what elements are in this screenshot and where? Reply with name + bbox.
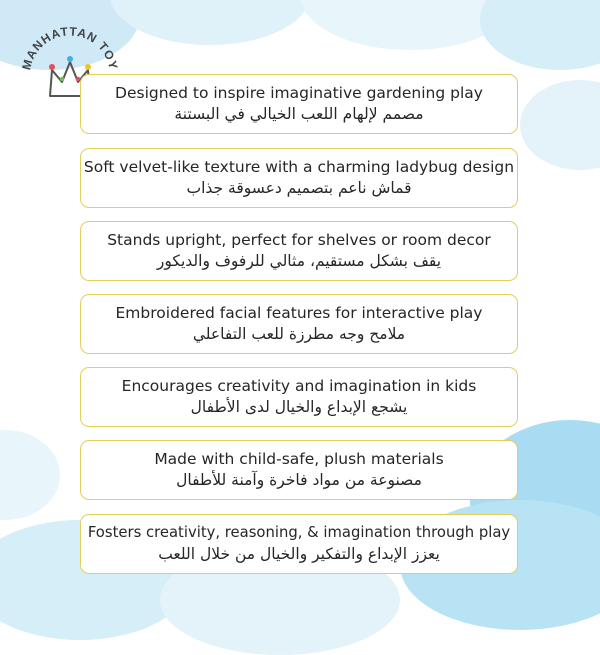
feature-text-ar: ملامح وجه مطرزة للعب التفاعلي bbox=[192, 325, 406, 343]
cloud-left-mid bbox=[0, 430, 60, 520]
feature-text-ar: مصنوعة من مواد فاخرة وآمنة للأطفال bbox=[176, 471, 422, 489]
feature-card bbox=[80, 294, 518, 354]
feature-text-en: Embroidered facial features for interactive play bbox=[115, 304, 483, 322]
cloud-top-right-2 bbox=[480, 0, 600, 70]
feature-text-ar: قماش ناعم بتصميم دعسوقة جذاب bbox=[186, 179, 412, 197]
feature-card bbox=[80, 74, 518, 134]
feature-text-en: Stands upright, perfect for shelves or room decor bbox=[107, 231, 491, 249]
feature-text-en: Soft velvet-like texture with a charming ladybug design bbox=[83, 158, 515, 176]
feature-card bbox=[80, 148, 518, 208]
feature-text-ar: يعزز الإبداع والتفكير والخيال من خلال اللعب bbox=[158, 545, 440, 563]
feature-text-en: Encourages creativity and imagination in kids bbox=[121, 377, 477, 395]
feature-card bbox=[80, 221, 518, 281]
feature-text-ar: مصمم لإلهام اللعب الخيالي في البستنة bbox=[174, 105, 424, 123]
feature-card bbox=[80, 514, 518, 574]
cloud-right bbox=[520, 80, 600, 170]
feature-text-en: Designed to inspire imaginative gardening play bbox=[115, 84, 483, 102]
feature-text-ar: يقف بشكل مستقيم، مثالي للرفوف والديكور bbox=[156, 252, 442, 270]
feature-text-en: Fosters creativity, reasoning, & imagination through play bbox=[87, 524, 511, 541]
feature-text-en: Made with child-safe, plush materials bbox=[154, 450, 444, 468]
feature-card bbox=[80, 440, 518, 500]
feature-text-ar: يشجع الإبداع والخيال لدى الأطفال bbox=[190, 398, 408, 416]
logo-text: MANHATTAN TOY bbox=[19, 24, 121, 72]
cloud-top bbox=[110, 0, 310, 45]
feature-card bbox=[80, 367, 518, 427]
